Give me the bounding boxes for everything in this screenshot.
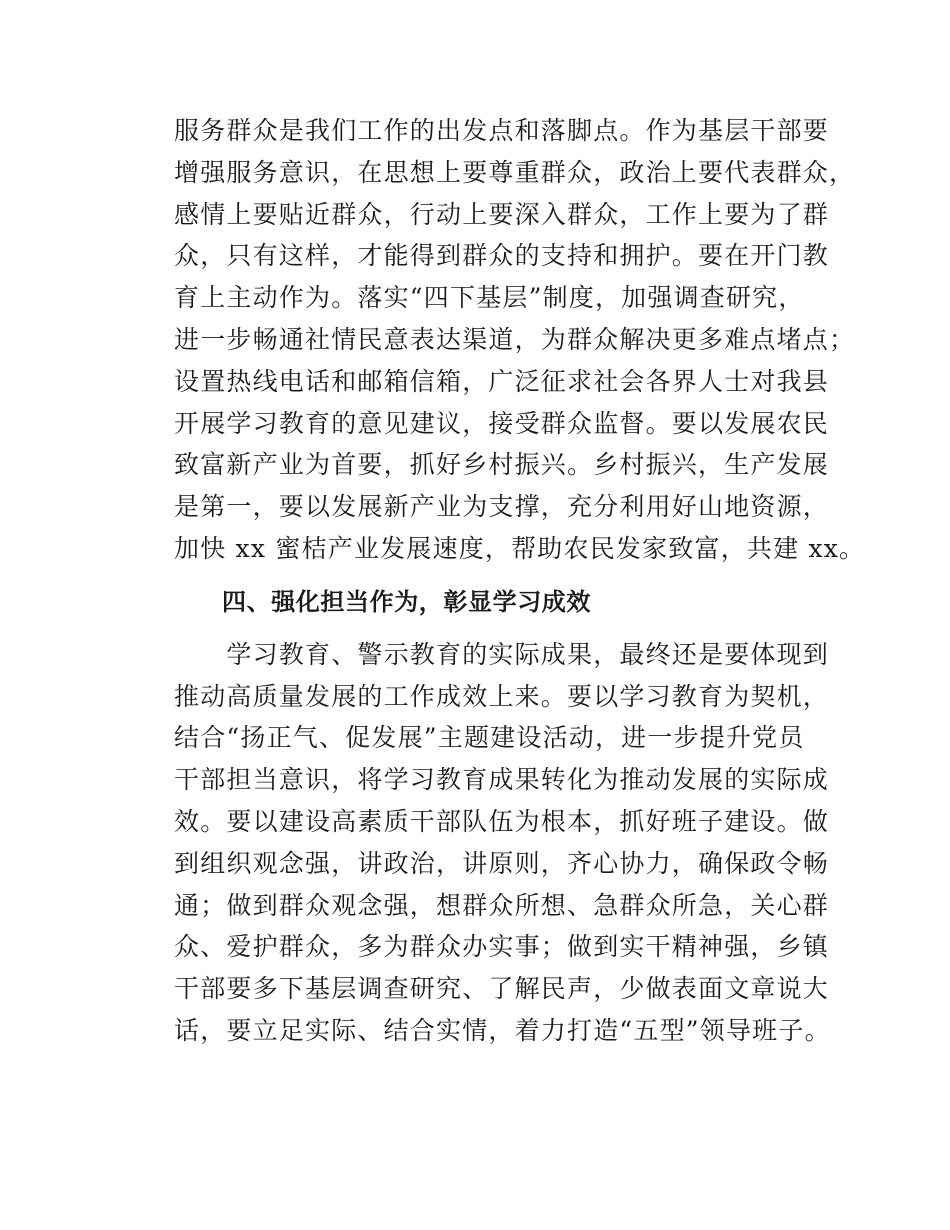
text-line: 众，只有这样，才能得到群众的支持和拥护。要在开门教	[174, 241, 830, 271]
text-line: 到组织观念强，讲政治，讲原则，齐心协力，确保政令畅	[174, 848, 830, 878]
text-line: 感情上要贴近群众，行动上要深入群众，工作上要为了群	[174, 199, 830, 229]
section-heading: 四、强化担当作为，彰显学习成效	[222, 587, 591, 616]
paragraph-service-masses	[174, 110, 866, 570]
text-line: 增强服务意识，在思想上要尊重群众，政治上要代表群众，	[174, 157, 856, 187]
text-line: 话，要立足实际、结合实情，着力打造“五型”领导班子。	[174, 1015, 831, 1045]
text-line: 是第一，要以发展新产业为支撑，充分利用好山地资源，	[174, 492, 830, 522]
text-line: 结合“扬正气、促发展”主题建设活动，进一步提升党员	[174, 723, 805, 753]
document-body	[174, 110, 866, 1052]
text-line: 进一步畅通社情民意表达渠道，为群众解决更多难点堵点；	[174, 324, 856, 354]
text-line: 干部担当意识，将学习教育成果转化为推动发展的实际成	[174, 765, 830, 795]
text-line: 效。要以建设高素质干部队伍为根本，抓好班子建设。做	[174, 806, 830, 836]
text-line: 干部要多下基层调查研究、了解民声，少做表面文章说大	[174, 974, 830, 1004]
text-line: 开展学习教育的意见建议，接受群众监督。要以发展农民	[174, 408, 830, 438]
text-line: 服务群众是我们工作的出发点和落脚点。作为基层干部要	[174, 116, 830, 145]
text-line: 众、爱护群众，多为群众办实事；做到实干精神强，乡镇	[174, 932, 830, 962]
text-line: 推动高质量发展的工作成效上来。要以学习教育为契机，	[174, 681, 830, 711]
paragraph-section-4	[174, 634, 831, 1052]
text-line: 学习教育、警示教育的实际成果，最终还是要体现到	[174, 639, 830, 669]
text-line: 致富新产业为首要，抓好乡村振兴。乡村振兴，生产发展	[174, 450, 830, 480]
text-line: 加快 xx 蜜桔产业发展速度，帮助农民发家致富，共建 xx。	[174, 533, 866, 563]
text-line: 通；做到群众观念强，想群众所想、急群众所急，关心群	[174, 890, 830, 920]
text-line: 育上主动作为。落实“四下基层”制度，加强调查研究，	[174, 283, 805, 313]
text-line: 设置热线电话和邮箱信箱，广泛征求社会各界人士对我县	[174, 366, 830, 396]
